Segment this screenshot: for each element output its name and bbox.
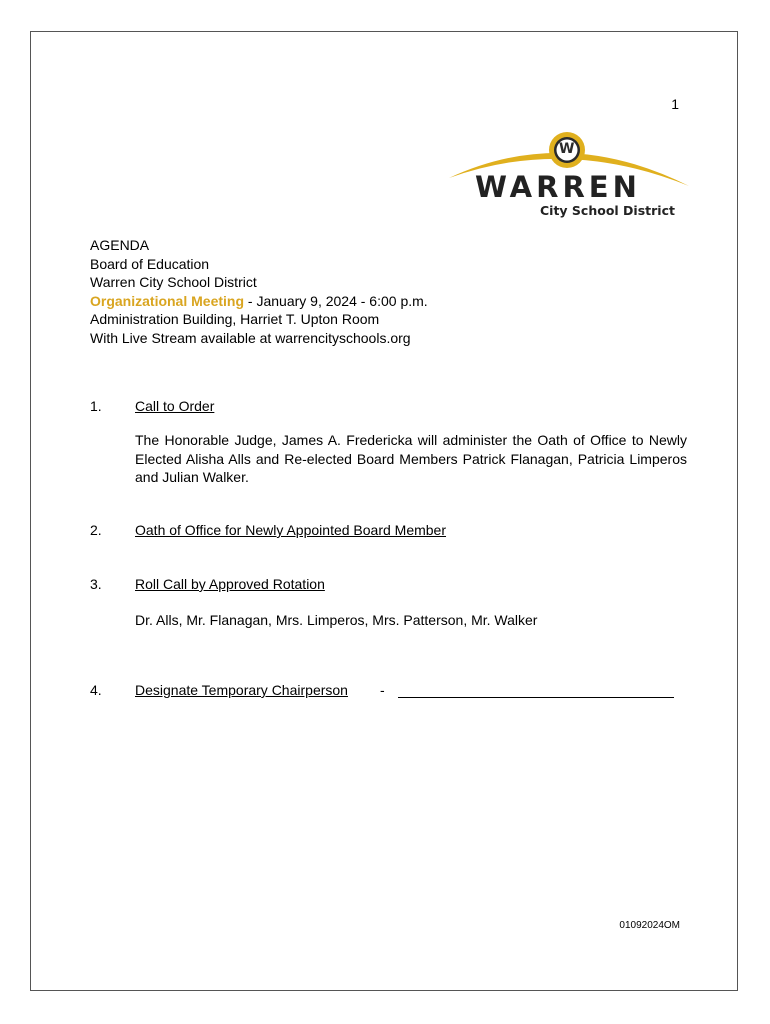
header-board: Board of Education [90, 255, 210, 272]
document-page [30, 31, 738, 991]
meeting-datetime: - January 9, 2024 - 6:00 p.m. [244, 292, 428, 309]
district-logo [445, 128, 691, 224]
header-meeting [90, 292, 428, 311]
item-number: 1. [90, 398, 102, 414]
header-livestream: With Live Stream available at warrencityschools.org [90, 329, 411, 346]
document-code: 01092024OM [619, 920, 680, 931]
item-title: Oath of Office for Newly Appointed Board Member [135, 522, 447, 538]
item-number: 3. [90, 576, 102, 592]
page-number: 1 [671, 96, 679, 112]
item-number: 4. [90, 682, 102, 698]
item-body: Dr. Alls, Mr. Flanagan, Mrs. Limperos, Mrs. Patterson, Mr. Walker [135, 612, 538, 628]
item-title: Roll Call by Approved Rotation [135, 576, 325, 592]
header-district: Warren City School District [90, 274, 257, 290]
meeting-type: Organizational Meeting [90, 292, 245, 309]
agenda-header [90, 236, 428, 347]
header-location: Administration Building, Harriet T. Upton Room [90, 311, 380, 327]
item-body: The Honorable Judge, James A. Fredericka will administer the Oath of Office to Newly Elected Alisha Alls and Re-elected Board Members Patrick Flanagan, Patricia Limperos and Julian Walker. [135, 432, 687, 485]
header-agenda: AGENDA [90, 237, 150, 253]
item-number: 2. [90, 522, 102, 538]
item-title: Call to Order [135, 398, 215, 414]
item-title: Designate Temporary Chairperson [135, 682, 348, 698]
logo-subtitle: City School District [540, 203, 675, 218]
logo-wordmark: WARREN [475, 170, 641, 204]
item-dash: - [380, 682, 385, 698]
chairperson-blank-line [398, 697, 674, 698]
logo-letter: W [559, 141, 575, 157]
